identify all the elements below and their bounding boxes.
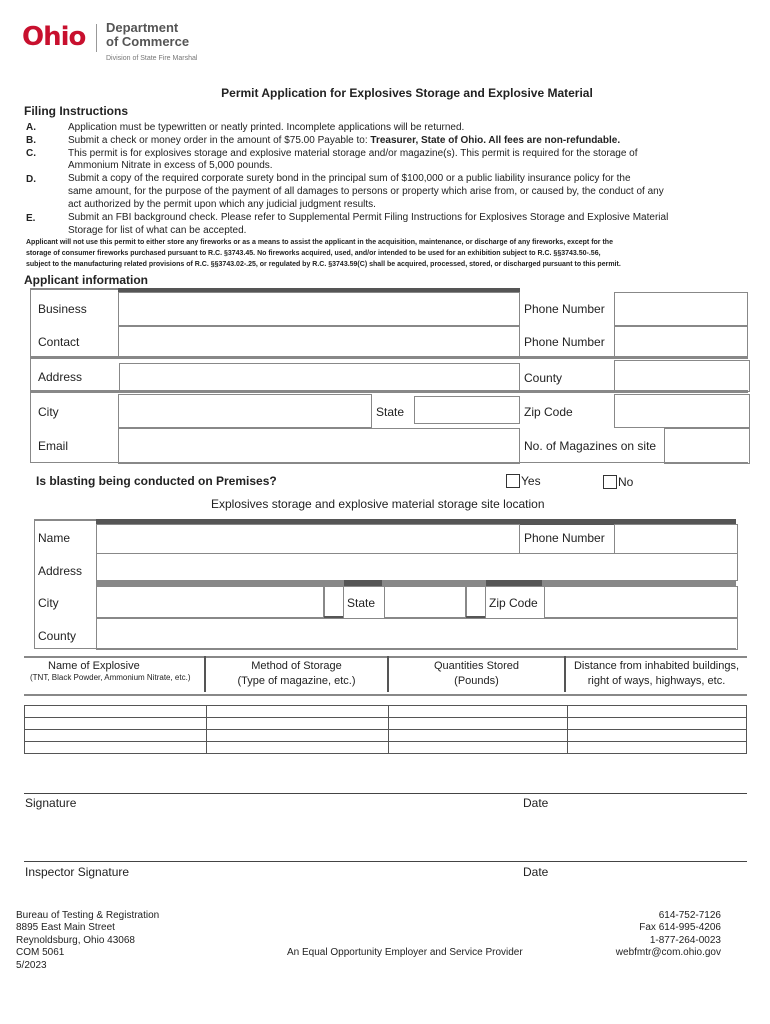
business-label: Business: [38, 302, 87, 316]
table-cell[interactable]: [568, 742, 747, 754]
footer-tollfree: 1-877-264-0023: [649, 934, 721, 946]
site-address-label: Address: [38, 564, 83, 578]
item-b-letter: B.: [26, 135, 36, 146]
contact-label: Contact: [38, 335, 80, 349]
item-c-letter: C.: [26, 148, 36, 159]
item-d-text3: act authorized by the permit upon which any judicial judgment results.: [68, 199, 376, 210]
address-field[interactable]: [119, 363, 520, 391]
site-city-field[interactable]: [96, 586, 324, 618]
phone-label-1: Phone Number: [524, 302, 605, 316]
magazines-field[interactable]: [664, 428, 750, 464]
blasting-no-checkbox[interactable]: [603, 475, 617, 489]
table-cell[interactable]: [389, 706, 568, 718]
address-row-rule: [30, 390, 748, 393]
table-cell[interactable]: [207, 730, 389, 742]
site-heading: Explosives storage and explosive material storage site location: [211, 497, 545, 511]
date-label-1: Date: [523, 796, 549, 810]
col-distance-subheader: right of ways, highways, etc.: [587, 675, 726, 687]
table-cell[interactable]: [389, 742, 568, 754]
notice-line-1: Applicant will not use this permit to either store any fireworks or as a means to assist the applicant in the acquisition, maintenance, or discharge of any fireworks, except for the: [26, 239, 613, 246]
magazines-label: No. of Magazines on site: [524, 439, 657, 453]
item-a-letter: A.: [26, 122, 36, 133]
signature-line[interactable]: [24, 793, 747, 794]
table-cell[interactable]: [568, 730, 747, 742]
table-cell[interactable]: [568, 718, 747, 730]
footer-street: 8895 East Main Street: [16, 922, 115, 934]
site-name-field[interactable]: [96, 524, 520, 554]
site-county-label: County: [38, 629, 77, 643]
ohio-logo-text: Ohio: [22, 22, 86, 52]
site-frame-bottom: [34, 648, 736, 649]
table-cell[interactable]: [568, 706, 747, 718]
table-cell[interactable]: [25, 706, 207, 718]
site-state-tab: [344, 580, 382, 586]
county-label: County: [524, 371, 563, 385]
footer-revision: 5/2023: [16, 959, 47, 971]
item-e-text1: Submit an FBI background check. Please refer to Supplemental Permit Filing Instructions for Explosives Storage and Explosive Material: [68, 212, 669, 223]
notice-line-2: storage of consumer fireworks purchased pursuant to R.C. §3743.45. No fireworks acquired, used, and/or intended to be used for an exhibition subject to R.C. §§3743.50-.56,: [26, 250, 601, 257]
phone-field-2[interactable]: [614, 326, 748, 358]
footer-email[interactable]: webfmtr@com.ohio.gov: [615, 947, 721, 959]
site-zip-tab: [486, 580, 542, 586]
table-row: [25, 730, 747, 742]
blasting-yes-label: Yes: [521, 474, 541, 488]
date-label-2: Date: [523, 865, 549, 879]
county-field[interactable]: [614, 360, 750, 392]
item-d-text1: Submit a copy of the required corporate surety bond in the principal sum of $100,000 or a public liability insurance policy for the: [68, 173, 631, 184]
address-label: Address: [38, 370, 83, 384]
applicant-frame-left: [30, 288, 31, 462]
site-phone-label: Phone Number: [524, 531, 605, 545]
business-field[interactable]: [118, 292, 520, 326]
item-c-text1: This permit is for explosives storage and explosive material storage and/or magazine(s). This permit is required for the storage of: [68, 148, 638, 159]
col-quantity-subheader: (Pounds): [454, 675, 499, 687]
footer-bureau: Bureau of Testing & Registration: [16, 910, 160, 921]
table-cell[interactable]: [207, 706, 389, 718]
col-name-header: Name of Explosive: [48, 660, 140, 672]
item-e-text2: Storage for list of what can be accepted.: [68, 225, 247, 236]
footer-form-number: COM 5061: [16, 947, 65, 959]
table-cell[interactable]: [207, 742, 389, 754]
site-address-field[interactable]: [96, 553, 738, 581]
page-title: Permit Application for Explosives Storage and Explosive Material: [221, 86, 593, 100]
contact-row-rule: [30, 356, 748, 359]
footer-phone: 614-752-7126: [658, 910, 721, 921]
site-state-tab-box: [466, 586, 486, 618]
item-b-bold: Treasurer, State of Ohio. All fees are non-refundable.: [370, 135, 621, 146]
phone-field-1[interactable]: [614, 292, 748, 326]
site-frame-left: [34, 519, 35, 649]
state-field[interactable]: [414, 396, 520, 424]
site-frame-top: [34, 519, 96, 521]
blasting-yes-checkbox[interactable]: [506, 474, 520, 488]
site-zip-field[interactable]: [544, 586, 738, 618]
blasting-no-label: No: [618, 475, 634, 489]
notice-line-3: subject to the manufacturing related provisions of R.C. §§3743.02-.25, or regulated by R.C. §3743.59(C) shall be acquired, processed, stored, or discharged pursuant to this permit.: [26, 261, 621, 268]
commerce-name: of Commerce: [106, 34, 190, 49]
contact-field[interactable]: [118, 326, 520, 358]
item-a-text: Application must be typewritten or neatly printed. Incomplete applications will be returned.: [68, 122, 465, 133]
email-label: Email: [38, 439, 69, 453]
footer-city: Reynoldsburg, Ohio 43068: [16, 934, 135, 946]
phone-label-2: Phone Number: [524, 335, 605, 349]
item-b-text: Submit a check or money order in the amount of $75.00 Payable to:: [68, 135, 371, 146]
email-field[interactable]: [118, 428, 520, 464]
col-quantity-header: Quantities Stored: [434, 660, 519, 672]
footer-fax: Fax 614-995-4206: [639, 922, 721, 934]
col-name-subheader: (TNT, Black Powder, Ammonium Nitrate, etc.): [30, 673, 191, 682]
item-c-text2: Ammonium Nitrate in excess of 5,000 pounds.: [68, 160, 273, 171]
site-zip-label: Zip Code: [489, 596, 538, 610]
division-name: Division of State Fire Marshal: [106, 55, 198, 62]
site-city-tab: [324, 586, 344, 618]
signature-label: Signature: [25, 796, 77, 810]
explosives-entry-grid: [24, 705, 747, 754]
table-cell[interactable]: [389, 730, 568, 742]
item-e-letter: E.: [26, 213, 36, 224]
department-name: Department: [106, 20, 179, 35]
col-distance-header: Distance from inhabited buildings,: [573, 660, 740, 672]
logo-divider: [96, 24, 97, 52]
site-city-label: City: [38, 596, 59, 610]
table-row: [25, 718, 747, 730]
table-row: [25, 706, 747, 718]
applicant-frame-top: [30, 288, 118, 290]
city-field[interactable]: [118, 394, 372, 428]
site-county-field[interactable]: [96, 618, 738, 650]
col-method-header: Method of Storage: [251, 660, 342, 672]
site-name-label: Name: [38, 531, 71, 545]
site-state-label: State: [347, 596, 376, 610]
applicant-frame-bottom: [30, 462, 748, 463]
footer-equal-opportunity: An Equal Opportunity Employer and Service Provider: [287, 947, 523, 958]
col-method-subheader: (Type of magazine, etc.): [237, 675, 356, 687]
table-cell[interactable]: [207, 718, 389, 730]
site-state-field[interactable]: [384, 586, 466, 618]
zip-field[interactable]: [614, 394, 750, 428]
table-row: [25, 742, 747, 754]
inspector-signature-line[interactable]: [24, 861, 747, 862]
site-phone-field[interactable]: [614, 524, 738, 554]
table-cell[interactable]: [25, 742, 207, 754]
ohio-logo: [22, 22, 85, 52]
applicant-heading: Applicant information: [24, 273, 148, 287]
filing-heading: Filing Instructions: [24, 104, 128, 118]
zip-label: Zip Code: [524, 405, 573, 419]
city-label: City: [38, 405, 59, 419]
blasting-question: Is blasting being conducted on Premises?: [36, 474, 277, 488]
table-cell[interactable]: [25, 718, 207, 730]
inspector-signature-label: Inspector Signature: [25, 865, 130, 879]
item-d-letter: D.: [26, 174, 36, 185]
table-cell[interactable]: [25, 730, 207, 742]
state-label: State: [376, 405, 405, 419]
item-d-text2: same amount, for the purpose of the payment of all damages to persons or property which arise from, or caused by, the conduct of any: [68, 186, 664, 197]
table-cell[interactable]: [389, 718, 568, 730]
